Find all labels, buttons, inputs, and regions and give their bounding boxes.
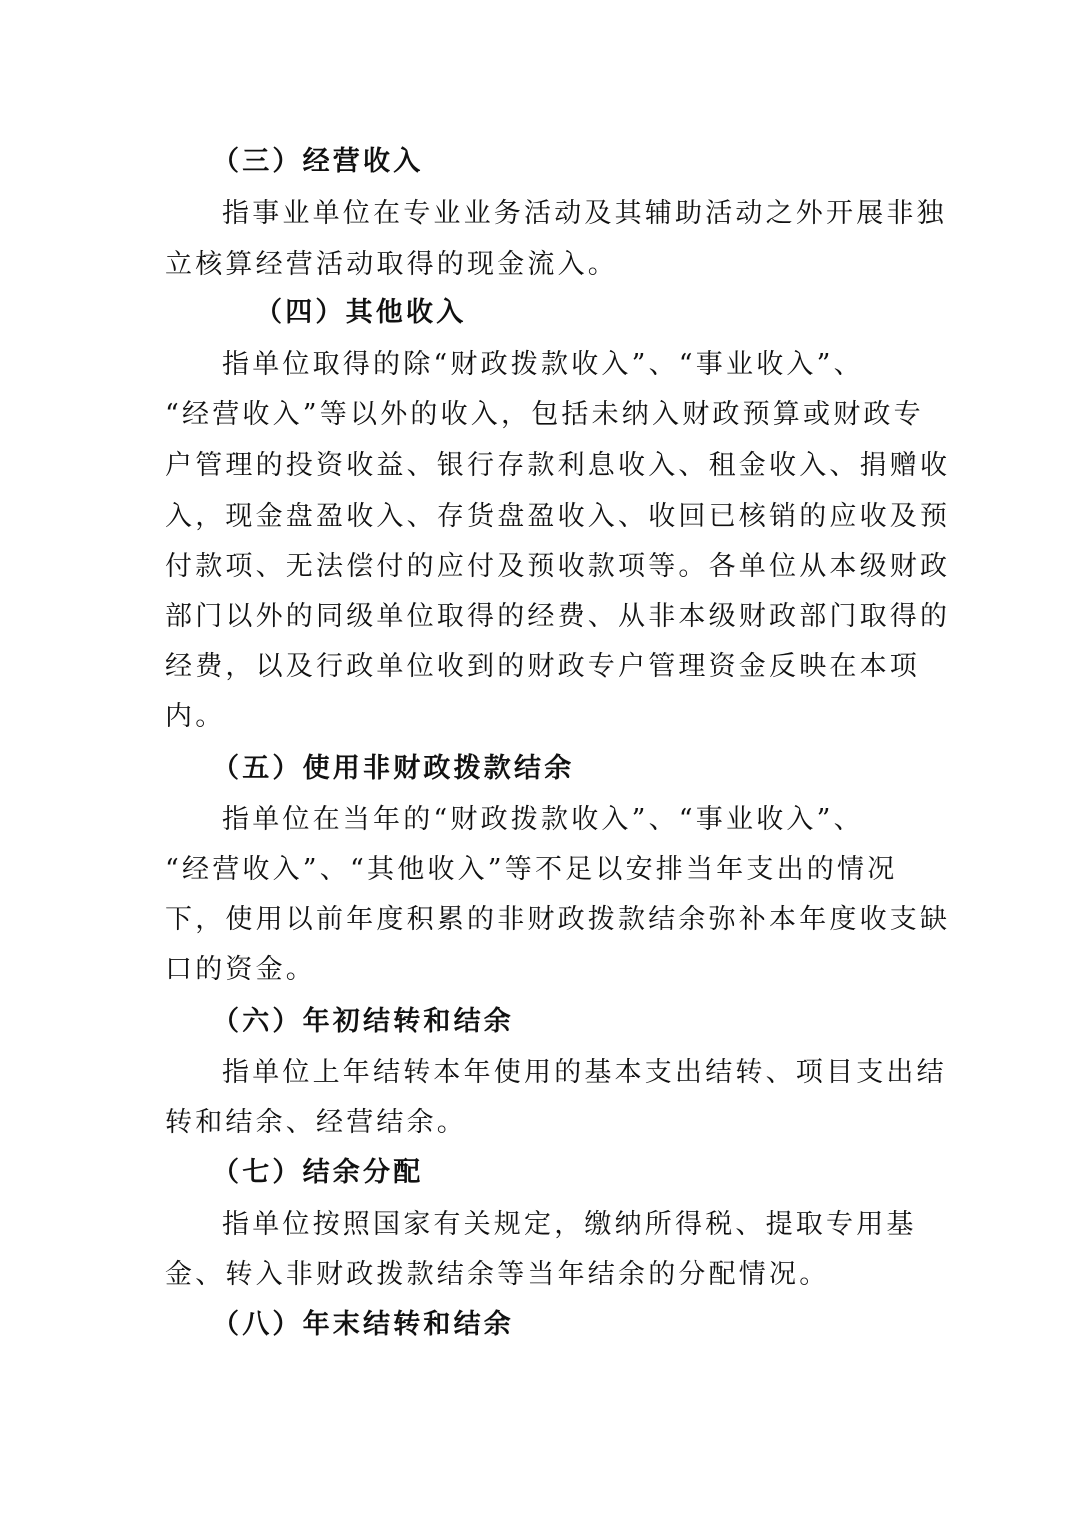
paragraph-line: 付款项、无法偿付的应付及预收款项等。各单位从本级财政 — [165, 551, 951, 582]
paragraph-line: 口的资金。 — [165, 954, 316, 985]
section-heading-7: （七）结余分配 — [212, 1157, 424, 1188]
paragraph-line: 立核算经营活动取得的现金流入。 — [165, 249, 618, 280]
paragraph-line: 指单位取得的除“财政拨款收入”、“事业收入”、 — [222, 349, 864, 380]
paragraph-line: 指单位在当年的“财政拨款收入”、“事业收入”、 — [222, 804, 864, 835]
paragraph-line: 经费，以及行政单位收到的财政专户管理资金反映在本项 — [165, 651, 920, 682]
section-heading-3: （三）经营收入 — [212, 146, 424, 177]
paragraph-line: 转和结余、经营结余。 — [165, 1107, 467, 1138]
paragraph-line: 指单位上年结转本年使用的基本支出结转、项目支出结 — [222, 1057, 947, 1088]
paragraph-line: 金、转入非财政拨款结余等当年结余的分配情况。 — [165, 1259, 830, 1290]
section-heading-5: （五）使用非财政拨款结余 — [212, 753, 575, 784]
paragraph-line: 部门以外的同级单位取得的经费、从非本级财政部门取得的 — [165, 601, 951, 632]
paragraph-line: 入，现金盘盈收入、存货盘盈收入、收回已核销的应收及预 — [165, 501, 951, 532]
paragraph-line: 指事业单位在专业业务活动及其辅助活动之外开展非独 — [222, 198, 947, 229]
section-heading-8: （八）年末结转和结余 — [212, 1309, 514, 1340]
paragraph-line: “经营收入”等以外的收入，包括未纳入财政预算或财政专 — [165, 399, 924, 430]
paragraph-line: “经营收入”、“其他收入”等不足以安排当年支出的情况 — [165, 854, 898, 885]
paragraph-line: 内。 — [165, 701, 226, 732]
paragraph-line: 下，使用以前年度积累的非财政拨款结余弥补本年度收支缺 — [165, 904, 951, 935]
paragraph-line: 户管理的投资收益、银行存款利息收入、租金收入、捐赠收 — [165, 450, 951, 481]
paragraph-line: 指单位按照国家有关规定，缴纳所得税、提取专用基 — [222, 1209, 917, 1240]
section-heading-4: （四）其他收入 — [255, 297, 467, 328]
section-heading-6: （六）年初结转和结余 — [212, 1006, 514, 1037]
